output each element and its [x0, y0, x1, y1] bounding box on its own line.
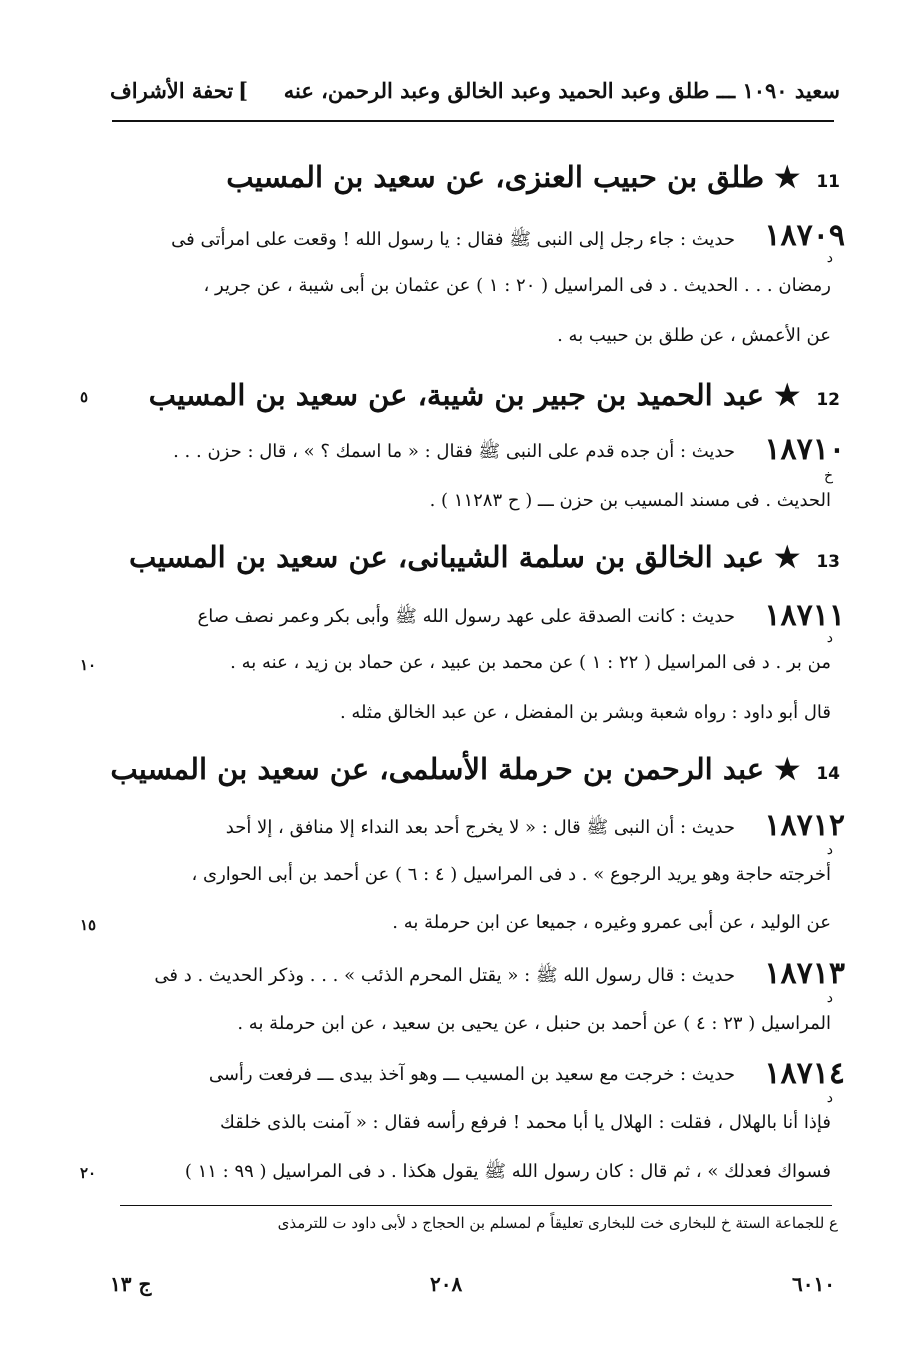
- section-number: 11: [816, 172, 840, 192]
- entry-siglum: د: [826, 250, 833, 266]
- section-title: عبد الرحمن بن حرملة الأسلمى، عن سعيد بن المسيب: [110, 752, 765, 786]
- section-heading: 12 ★ عبد الحميد بن جبير بن شيبة، عن سعيد بن المسيب: [148, 378, 840, 412]
- entry-number: ١٨٧١١: [764, 598, 845, 633]
- running-head-bracket: [: [238, 78, 248, 103]
- text-line: فسواك فعدلك » ، ثم قال : كان رسول الله ﷺ يقول هكذا . د فى المراسيل ( ٩٩ : ١١ ): [184, 1161, 831, 1182]
- text-line: عن الأعمش ، عن طلق بن حبيب به .: [557, 325, 831, 346]
- entry-siglum: خ: [823, 468, 833, 484]
- section-number: 14: [816, 764, 840, 784]
- running-head-title: سعيد ١٠٩٠ ـــ طلق وعبد الحميد وعبد الخالق وعبد الرحمن، عنه: [283, 78, 840, 103]
- text-line: قال أبو داود : رواه شعبة وبشر بن المفضل ، عن عبد الخالق مثله .: [339, 702, 831, 723]
- entry-number: ١٨٧١٤: [764, 1056, 845, 1091]
- text-line: الحديث . فى مسند المسيب بن حزن ـــ ( ح ١١٢٨٣ ) .: [429, 490, 831, 511]
- entry-siglum: د: [826, 842, 833, 858]
- abbreviations-key: ع للجماعة الستة خ للبخارى خت للبخارى تعليقاً م لمسلم بن الحجاج د لأبى داود ت للترمذى: [277, 1214, 838, 1232]
- section-number: 12: [816, 390, 840, 410]
- entry-siglum: د: [826, 630, 833, 646]
- section-title: عبد الحميد بن جبير بن شيبة، عن سعيد بن المسيب: [148, 378, 765, 412]
- entry-siglum: د: [826, 1090, 833, 1106]
- folio-number: ٦٠١٠: [792, 1272, 835, 1296]
- text-line: حديث : جاء رجل إلى النبى ﷺ فقال : يا رسول الله ! وقعت على امرأتى فى: [171, 229, 735, 250]
- volume-number: ج ١٣: [110, 1272, 152, 1296]
- section-title: عبد الخالق بن سلمة الشيبانى، عن سعيد بن المسيب: [128, 540, 765, 574]
- text-line: حديث : أن النبى ﷺ قال : « لا يخرج أحد بعد النداء إلا منافق ، إلا أحد: [225, 817, 735, 838]
- entry-siglum: د: [826, 990, 833, 1006]
- page-number: ٢٠٨: [430, 1272, 463, 1296]
- margin-line-number: ٥: [80, 388, 89, 406]
- section-heading: 11 ★ طلق بن حبيب العنزى، عن سعيد بن المسيب: [226, 160, 840, 194]
- section-heading: 13 ★ عبد الخالق بن سلمة الشيبانى، عن سعيد بن المسيب: [128, 540, 840, 574]
- margin-line-number: ١٠: [80, 656, 97, 674]
- footnote-rule: [120, 1205, 832, 1206]
- section-title: طلق بن حبيب العنزى، عن سعيد بن المسيب: [226, 160, 765, 194]
- entry-number: ١٨٧١٠: [764, 432, 845, 467]
- header-rule: [112, 120, 834, 122]
- running-head: [110, 78, 840, 112]
- margin-line-number: ١٥: [80, 916, 97, 934]
- text-line: حديث : خرجت مع سعيد بن المسيب ـــ وهو آخذ بيدى ـــ فرفعت رأسى: [208, 1064, 735, 1085]
- text-line: فإذا أنا بالهلال ، فقلت : الهلال يا أبا محمد ! فرفع رأسه فقال : « آمنت بالذى خلقك: [220, 1112, 831, 1133]
- text-line: عن الوليد ، عن أبى عمرو وغيره ، جميعا عن ابن حرملة به .: [392, 912, 831, 933]
- text-line: من بر . د فى المراسيل ( ٢٢ : ١ ) عن محمد بن عبيد ، عن حماد بن زيد ، عنه به .: [230, 652, 831, 673]
- entry-number: ١٨٧٠٩: [764, 218, 845, 253]
- entry-number: ١٨٧١٢: [764, 808, 845, 843]
- text-line: حديث : قال رسول الله ﷺ : « يقتل المحرم الذئب » . . . وذكر الحديث . د فى: [154, 965, 735, 986]
- margin-line-number: ٢٠: [80, 1164, 97, 1182]
- text-line: أخرجته حاجة وهو يريد الرجوع » . د فى المراسيل ( ٤ : ٦ ) عن أحمد بن أبى الحوارى ،: [191, 864, 831, 885]
- section-heading: 14 ★ عبد الرحمن بن حرملة الأسلمى، عن سعيد بن المسيب: [110, 752, 840, 786]
- text-line: رمضان . . . الحديث . د فى المراسيل ( ٢٠ : ١ ) عن عثمان بن أبى شيبة ، عن جرير ،: [203, 275, 831, 296]
- text-line: المراسيل ( ٢٣ : ٤ ) عن أحمد بن حنبل ، عن يحيى بن سعيد ، عن ابن حرملة به .: [237, 1013, 831, 1034]
- running-head-book-title: تحفة الأشراف: [110, 78, 234, 103]
- section-number: 13: [816, 552, 840, 572]
- entry-number: ١٨٧١٣: [764, 956, 845, 991]
- text-line: حديث : أن جده قدم على النبى ﷺ فقال : « ما اسمك ؟ » ، قال : حزن . . .: [173, 441, 735, 462]
- text-line: حديث : كانت الصدقة على عهد رسول الله ﷺ وأبى بكر وعمر نصف صاع: [197, 606, 735, 627]
